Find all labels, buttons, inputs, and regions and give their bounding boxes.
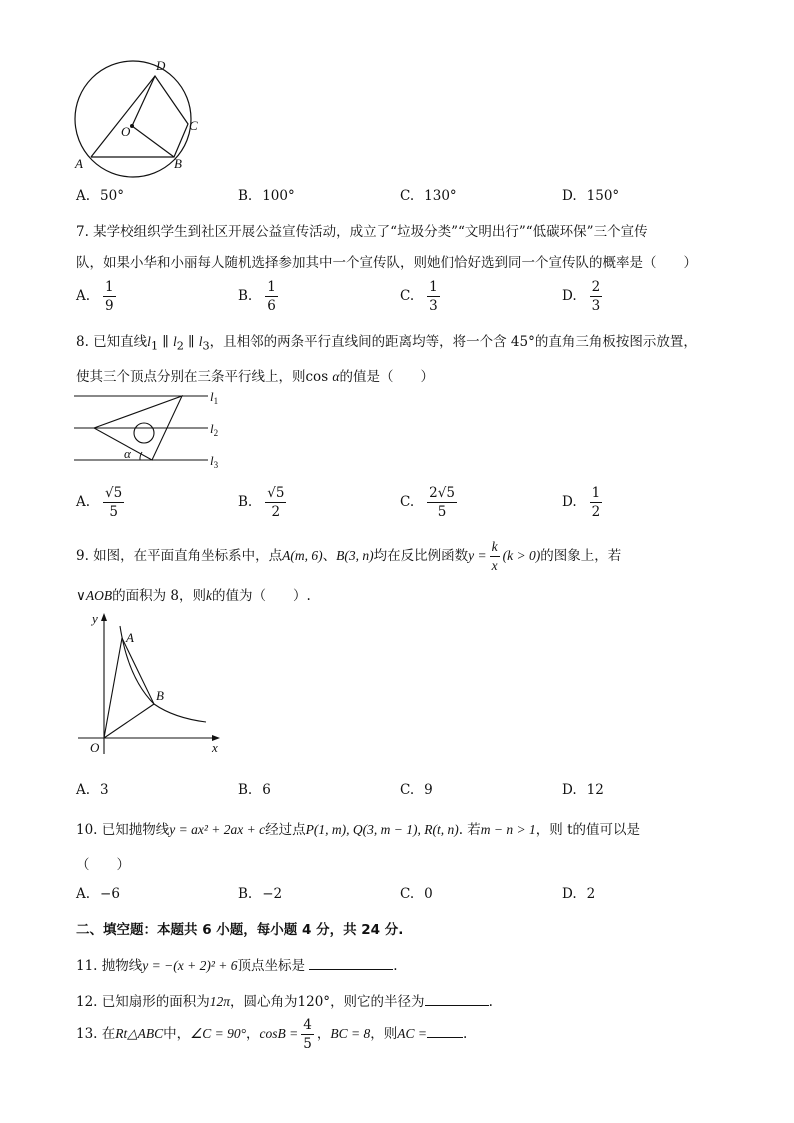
label-l3: $l_3$: [210, 453, 219, 470]
fraction: $\frac{2}{3}$: [591, 279, 601, 314]
circle-figure: [66, 56, 216, 178]
y-axis-arrow: [101, 613, 107, 621]
option-c[interactable]: C. 9: [400, 782, 433, 798]
answer-blank[interactable]: [425, 991, 489, 1006]
q9-line2: ∨AOB的面积为 8，则k的值为（ ）.: [76, 588, 311, 604]
fraction: $\frac{4}{5}$: [303, 1017, 312, 1052]
q12: 12. 已知扇形的面积为12π，圆心角为120°，则它的半径为 .: [76, 990, 493, 1010]
label-b: B: [174, 156, 182, 171]
ruler-hole: [134, 423, 154, 443]
fraction: $\frac{1}{6}$: [267, 279, 276, 314]
option-d[interactable]: D. $\frac{1}{2}$: [562, 485, 601, 520]
fraction: $\frac{2√5}{5}$: [429, 485, 455, 520]
label-alpha: α: [124, 446, 131, 461]
q13: 13. 在Rt△ABC中，∠C = 90°，cosB = $\frac{4}{5}$ ，BC = 8，则AC = .: [76, 1017, 468, 1052]
fraction: $\frac{√5}{5}$: [105, 485, 123, 520]
label-x: x: [212, 740, 218, 755]
option-c[interactable]: C. 130°: [400, 188, 457, 204]
q7-line2: 队，如果小华和小丽每人随机选择参加其中一个宣传队，则她们恰好选到同一个宣传队的概率是（ ）: [76, 255, 697, 271]
option-a[interactable]: A. $\frac{1}{9}$: [76, 279, 114, 314]
option-b[interactable]: B. −2: [238, 886, 283, 902]
triangle-aob: [104, 638, 154, 738]
option-a[interactable]: A. 3: [76, 782, 109, 798]
option-a[interactable]: A. −6: [76, 886, 120, 902]
option-b[interactable]: B. $\frac{√5}{2}$: [238, 485, 285, 520]
fraction: $\frac{√5}{2}$: [267, 485, 285, 520]
label-c: C: [189, 118, 198, 133]
label-o: O: [121, 124, 131, 139]
q8-line1: 8. 已知直线$l_1$ ∥ $l_2$ ∥ $l_3$，且相邻的两条平行直线间的距离均等，将一个含 45°的直角三角板按图示放置，: [76, 334, 697, 353]
option-c[interactable]: C. $\frac{1}{3}$: [400, 279, 438, 314]
label-b: B: [156, 688, 164, 703]
q11: 11. 抛物线y = −(x + 2)² + 6顶点坐标是 .: [76, 954, 398, 974]
answer-blank[interactable]: [427, 1023, 463, 1038]
option-a[interactable]: A. 50°: [76, 188, 124, 204]
option-c[interactable]: C. $\frac{2√5}{5}$: [400, 485, 455, 520]
option-a[interactable]: A. $\frac{√5}{5}$: [76, 485, 123, 520]
radius-ob: [132, 126, 174, 157]
label-d: D: [156, 58, 166, 73]
fraction: $\frac{1}{2}$: [591, 485, 601, 520]
fraction: $\frac{1}{9}$: [105, 279, 114, 314]
section-title: 二、填空题：本题共 6 小题，每小题 4 分，共 24 分.: [76, 922, 404, 938]
option-d[interactable]: D. 12: [562, 782, 604, 798]
option-b[interactable]: B. 6: [238, 782, 271, 798]
fraction: $\frac{k}{x}$: [491, 539, 498, 573]
q8-line2: 使其三个顶点分别在三条平行线上，则cos α的值是（ ）: [76, 369, 435, 385]
option-d[interactable]: D. 2: [562, 886, 596, 902]
label-y: y: [92, 611, 98, 626]
option-b[interactable]: B. 100°: [238, 188, 295, 204]
q9-line1: 9. 如图，在平面直角坐标系中，点A(m, 6)、B(3, n)均在反比例函数y = $\frac{k}{x}$ (k > 0)的图象上，若: [76, 539, 622, 573]
coordinate-figure: [74, 608, 234, 758]
quadrilateral-abcd: [91, 76, 188, 157]
option-b[interactable]: B. $\frac{1}{6}$: [238, 279, 276, 314]
option-c[interactable]: C. 0: [400, 886, 433, 902]
q7-line1: 7. 某学校组织学生到社区开展公益宣传活动，成立了“垃圾分类”“文明出行”“低碳环保”三个宣传: [76, 224, 648, 240]
answer-blank[interactable]: [309, 955, 393, 970]
label-a: A: [126, 630, 134, 645]
center-point: [130, 124, 134, 128]
option-d[interactable]: D. $\frac{2}{3}$: [562, 279, 601, 314]
label-o: O: [90, 740, 100, 755]
q10-line1: 10. 已知抛物线y = ax² + 2ax + c经过点P(1, m), Q(3, m − 1), R(t, n). 若m − n > 1，则 t的值可以是: [76, 822, 640, 838]
fraction: $\frac{1}{3}$: [429, 279, 438, 314]
label-a: A: [75, 156, 83, 171]
q10-line2: （ ）: [76, 857, 130, 873]
option-d[interactable]: D. 150°: [562, 188, 620, 204]
label-l2: $l_2$: [210, 421, 219, 438]
label-l1: $l_1$: [210, 389, 219, 406]
parallel-lines-figure: [72, 388, 232, 472]
